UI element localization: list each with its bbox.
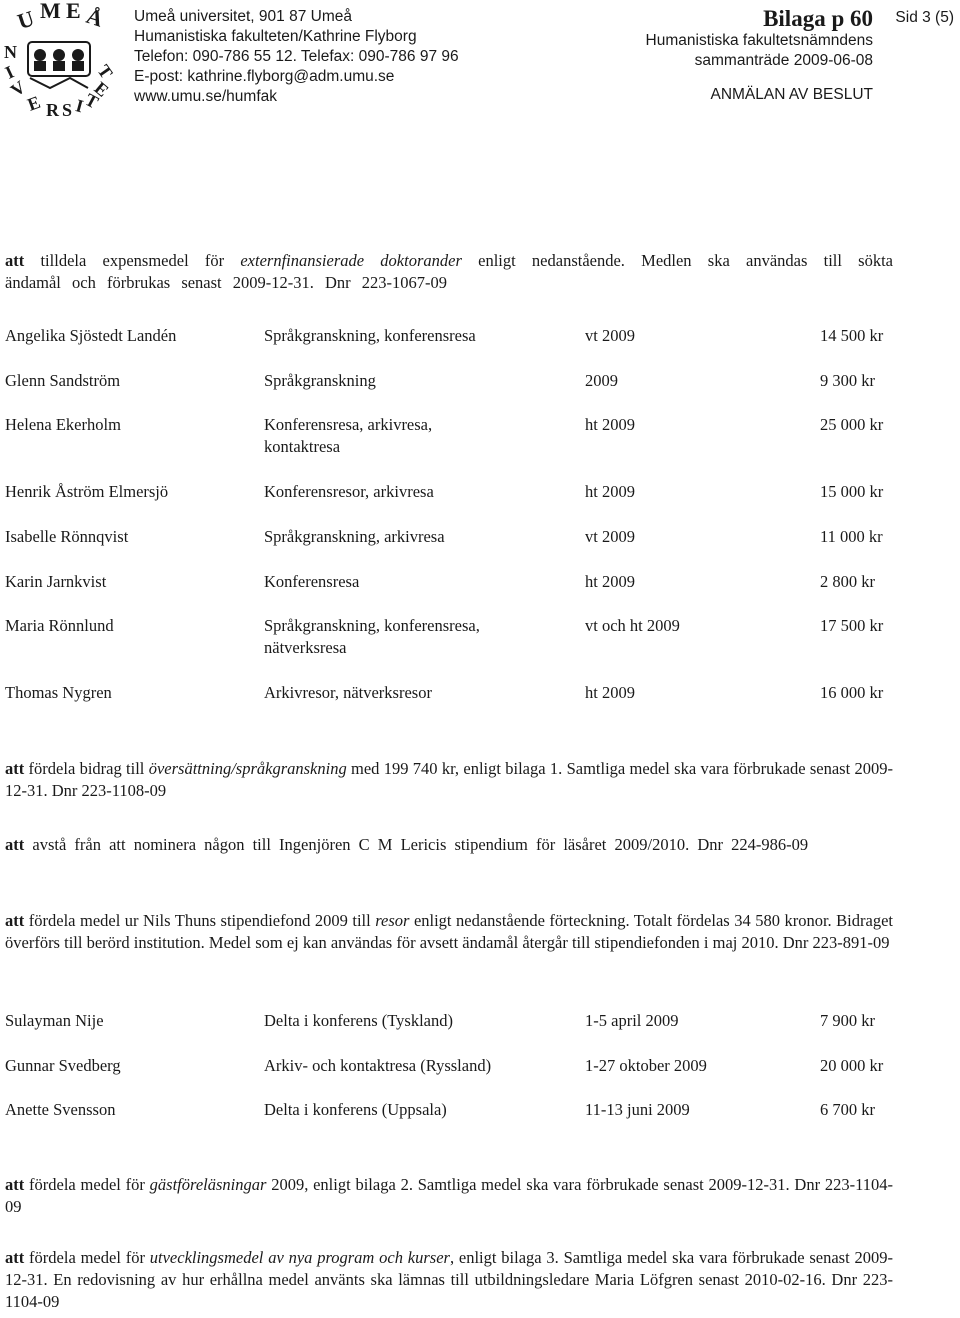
att-keyword: att [5,1175,25,1194]
svg-text:T: T [81,89,102,113]
svg-text:V: V [6,76,30,101]
amount-cell: 7 900 kr [820,1011,875,1030]
sender-phone: Telefon: 090-786 55 12. Telefax: 090-786 97 96 [134,48,459,65]
text: med 199 740 kr, enligt bilaga 1. Samtliga medel ska vara förbrukade senast 2009-12-31. Dnr 223-1108-09 [5,759,893,800]
amount-cell: 6 700 kr [820,1100,875,1119]
period-cell: vt och ht 2009 [585,616,680,635]
emphasis: externfinansierade doktorander [240,251,462,270]
svg-text:Å: Å [83,2,107,32]
text: fördela medel ur Nils Thuns stipendiefond 2009 till [24,911,376,930]
sender-block [134,7,459,107]
amount-cell: 9 300 kr [820,371,875,390]
purpose-cell: Språkgranskning [264,371,376,390]
amount-cell: 11 000 kr [820,527,883,546]
svg-text:I: I [2,61,17,83]
sender-website: www.umu.se/humfak [134,88,277,105]
page-number: Sid 3 (5) [895,9,954,26]
period-cell: 1-5 april 2009 [585,1011,679,1030]
period-cell: ht 2009 [585,415,635,434]
purpose-cell: Delta i konferens (Uppsala) [264,1100,447,1119]
decision-scholarship-nomination [5,834,893,856]
text: avstå från att nominera någon till Ingenjören C M Lericis stipendium för läsåret 2009/2010. Dnr 224-986-09 [24,835,809,854]
spacer [646,71,873,85]
emphasis: resor [375,911,410,930]
emphasis: översättning/språkgranskning [148,759,347,778]
decision-development-funds [5,1247,893,1313]
purpose-cell: Språkgranskning, konferensresa [264,326,476,345]
att-keyword: att [5,835,25,854]
decision-guest-lectures [5,1174,893,1218]
svg-text:E: E [90,77,113,101]
att-keyword: att [5,1248,25,1267]
emphasis: utvecklingsmedel av nya program och kurser [149,1248,450,1267]
name-cell: Karin Jarnkvist [5,572,107,591]
period-cell: 2009 [585,371,618,390]
sender-address: Umeå universitet, 901 87 Umeå [134,8,352,25]
period-cell: ht 2009 [585,683,635,702]
decision-travel-fund [5,910,893,954]
text: 2009, enligt bilaga 2. Samtliga medel ska vara förbrukade senast 2009-12-31. Dnr 223-1104-09 [5,1175,893,1216]
decision-expense-funds [5,250,893,294]
svg-text:E: E [66,0,81,23]
amount-cell: 15 000 kr [820,482,884,501]
purpose-cell: Språkgranskning, arkivresa [264,527,445,546]
svg-text:T: T [93,60,117,83]
document-type: ANMÄLAN AV BESLUT [710,86,873,103]
text: fördela medel för [24,1248,150,1267]
name-cell: Isabelle Rönnqvist [5,527,129,546]
name-cell: Sulayman Nije [5,1011,104,1030]
amount-cell: 2 800 kr [820,572,875,591]
text: , enligt bilaga 3. Samtliga medel ska vara förbrukade senast 2009-12-31. En redovisning av hur erhållna medel använts ska lämnas till utbildningsledare Maria Löfgren senast 2010-02-16. Dnr 223-1104-09 [5,1248,893,1311]
period-cell: 11-13 juni 2009 [585,1100,690,1119]
name-cell: Angelika Sjöstedt Landén [5,326,177,345]
svg-text:E: E [24,91,43,115]
text: fördela medel för [24,1175,150,1194]
purpose-cell: Konferensresa, arkivresa, kontaktresa [264,415,433,456]
purpose-cell: Konferensresa [264,572,360,591]
committee-name: Humanistiska fakultetsnämndens [645,32,873,49]
name-cell: Thomas Nygren [5,683,112,702]
name-cell: Glenn Sandström [5,371,121,390]
sender-department: Humanistiska fakulteten/Kathrine Flyborg [134,28,417,45]
amount-cell: 25 000 kr [820,415,884,434]
att-keyword: att [5,251,25,270]
meeting-block [646,7,873,105]
att-keyword: att [5,911,25,930]
svg-text:U: U [14,5,38,35]
amount-cell: 17 500 kr [820,616,884,635]
emphasis: gästföreläsningar [149,1175,267,1194]
name-cell: Gunnar Svedberg [5,1056,121,1075]
name-cell: Henrik Åström Elmersjö [5,482,169,501]
svg-text:N: N [4,42,17,62]
text: tilldela expensmedel för [24,251,241,270]
text: fördela bidrag till [24,759,149,778]
purpose-cell: Språkgranskning, konferensresa, nätverksresa [264,616,480,657]
period-cell: vt 2009 [585,326,635,345]
purpose-cell: Arkivresor, nätverksresor [264,683,432,702]
sender-email: E-post: kathrine.flyborg@adm.umu.se [134,68,395,85]
period-cell: vt 2009 [585,527,635,546]
svg-text:M: M [40,0,61,23]
name-cell: Maria Rönnlund [5,616,114,635]
name-cell: Anette Svensson [5,1100,116,1119]
purpose-cell: Arkiv- och kontaktresa (Ryssland) [264,1056,492,1075]
svg-text:I: I [73,95,86,117]
text: enligt nedanstående förteckning. Totalt fördelas 34 580 kronor. Bidraget överförs till berörd institution. Medel som ej kan användas för avsett ändamål återgår till stipendiefonden i maj 2010. Dnr 223-891-09 [5,911,893,952]
period-cell: ht 2009 [585,572,635,591]
amount-cell: 20 000 kr [820,1056,884,1075]
period-cell: 1-27 oktober 2009 [585,1056,707,1075]
purpose-cell: Konferensresor, arkivresa [264,482,434,501]
amount-cell: 14 500 kr [820,326,884,345]
svg-text:R: R [46,100,59,118]
text: enligt nedanstående. Medlen ska användas till sökta ändamål och förbrukas senast 2009-12-31. Dnr 223-1067-09 [5,251,894,292]
att-keyword: att [5,759,25,778]
amount-cell: 16 000 kr [820,683,884,702]
appendix-label: Bilaga p 60 [763,6,873,31]
purpose-cell: Delta i konferens (Tyskland) [264,1011,453,1030]
meeting-date: sammanträde 2009-06-08 [694,52,873,69]
svg-text:S: S [62,100,73,118]
period-cell: ht 2009 [585,482,635,501]
decision-translation-grants [5,758,893,802]
university-logo [0,0,120,118]
name-cell: Helena Ekerholm [5,415,121,434]
